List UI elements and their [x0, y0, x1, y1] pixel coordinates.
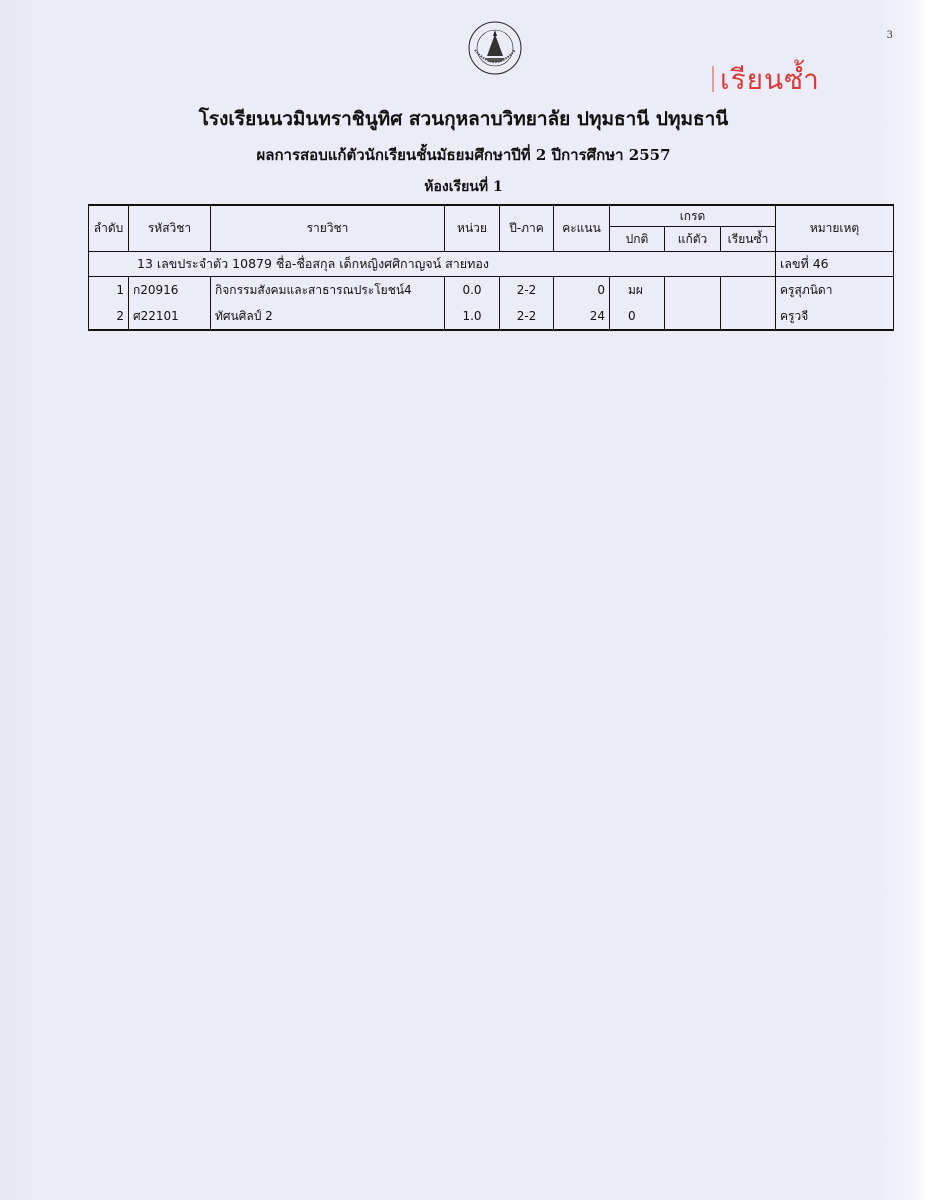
seat-number: เลขที่ 46: [776, 252, 894, 277]
report-title: ผลการสอบแก้ตัวนักเรียนชั้นมัธยมศึกษาปีที่ 2 ปีการศึกษา 2557: [256, 146, 671, 164]
student-summary-row: [89, 252, 894, 277]
stamp-mark: [712, 66, 714, 92]
header-unit: หน่วย: [445, 205, 500, 252]
row-code: ก20916: [129, 277, 211, 304]
row-unit: 0.0: [445, 277, 500, 304]
header-grade-remedial: แก้ตัว: [665, 227, 721, 252]
student-summary: 13 เลขประจำตัว 10879 ชื่อ-ชื่อสกุล เด็กหญิงศศิกาญจน์ สายทอง: [89, 252, 776, 277]
page-number: 3: [886, 30, 893, 41]
table-row: [89, 303, 894, 330]
row-seq: 1: [89, 277, 129, 304]
header-grade-repeat: เรียนซ้ำ: [721, 227, 776, 252]
header-grade-normal: ปกติ: [610, 227, 665, 252]
row-subject: กิจกรรมสังคมและสาธารณประโยชน์4: [211, 277, 445, 304]
row-score: 24: [554, 303, 610, 330]
header-subject: รายวิชา: [211, 205, 445, 252]
row-grade-repeat: [721, 303, 776, 330]
header-code: รหัสวิชา: [129, 205, 211, 252]
header-remark: หมายเหตุ: [776, 205, 894, 252]
row-subject: ทัศนศิลป์ 2: [211, 303, 445, 330]
classroom-label: ห้องเรียนที่ 1: [424, 179, 503, 195]
grades-table: [88, 204, 894, 331]
row-remark: ครูวจี: [776, 303, 894, 330]
row-grade-remedial: [665, 277, 721, 304]
row-grade-remedial: [665, 303, 721, 330]
row-year-term: 2-2: [500, 277, 554, 304]
table-header: [89, 205, 894, 252]
header-grade: เกรด: [610, 205, 776, 227]
row-unit: 1.0: [445, 303, 500, 330]
table-row: [89, 277, 894, 304]
row-grade-normal: มผ: [610, 277, 665, 304]
row-grade-normal: 0: [610, 303, 665, 330]
header-year-term: ปี-ภาค: [500, 205, 554, 252]
header-seq: ลำดับ: [89, 205, 129, 252]
row-year-term: 2-2: [500, 303, 554, 330]
school-name: โรงเรียนนวมินทราชินูทิศ สวนกุหลาบวิทยาลัย ปทุมธานี ปทุมธานี: [198, 108, 729, 130]
repeat-study-stamp: เรียนซ้ำ: [720, 63, 820, 96]
row-seq: 2: [89, 303, 129, 330]
row-remark: ครูสุภนิดา: [776, 277, 894, 304]
header-score: คะแนน: [554, 205, 610, 252]
school-seal-icon: [467, 20, 523, 76]
row-grade-repeat: [721, 277, 776, 304]
row-code: ศ22101: [129, 303, 211, 330]
row-score: 0: [554, 277, 610, 304]
